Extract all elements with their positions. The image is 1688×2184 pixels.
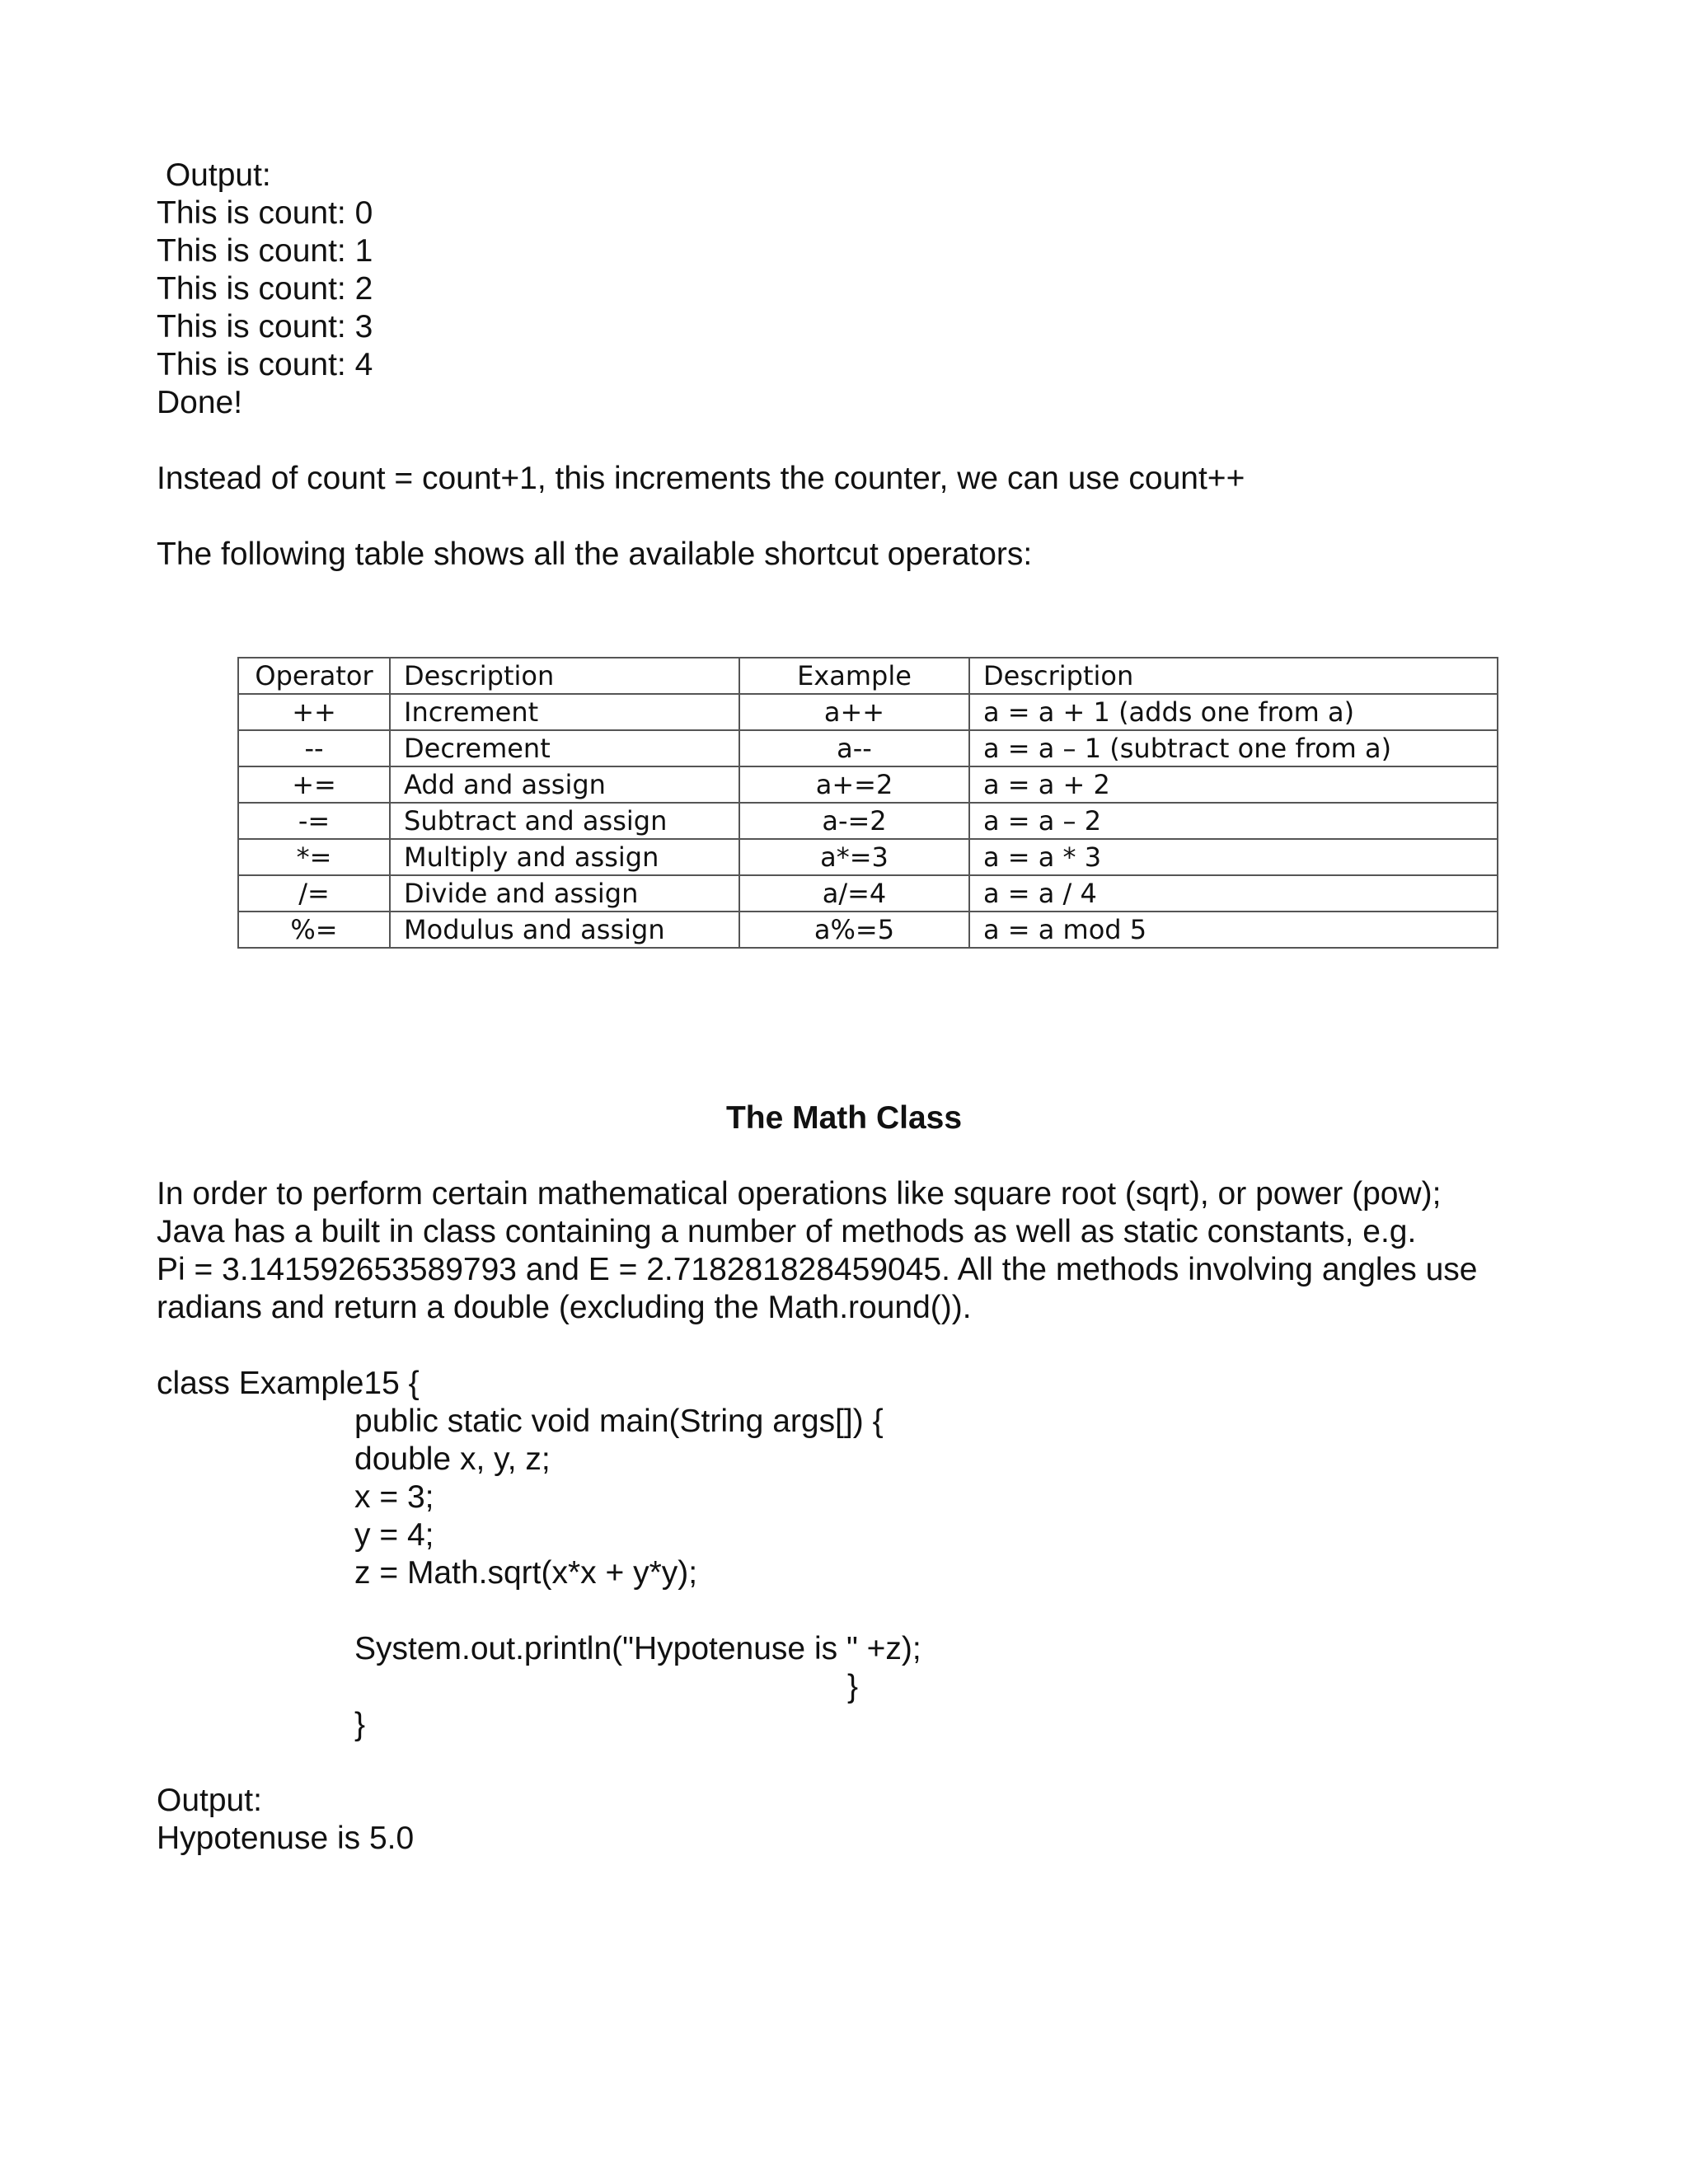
table-row — [238, 875, 1498, 912]
operator-cell: /= — [238, 875, 390, 912]
operator-cell: -= — [238, 803, 390, 839]
code-z-line: z = Math.sqrt(x*x + y*y); — [354, 1555, 698, 1591]
code-x-line: x = 3; — [354, 1479, 434, 1515]
operator-cell: -- — [238, 730, 390, 766]
output-line: Done! — [157, 385, 243, 420]
code-print-line: System.out.println("Hypotenuse is " +z); — [354, 1631, 921, 1666]
description-cell: Increment — [390, 694, 739, 730]
description-cell: Subtract and assign — [390, 803, 739, 839]
table-row — [238, 766, 1498, 803]
output-result: Hypotenuse is 5.0 — [157, 1821, 415, 1856]
math-paragraph-line: radians and return a double (excluding the Math.round()). — [157, 1290, 972, 1325]
table-header-row — [238, 658, 1498, 694]
output-line: This is count: 0 — [157, 195, 373, 231]
meaning-cell: a = a – 2 — [969, 803, 1498, 839]
code-y-line: y = 4; — [354, 1517, 434, 1553]
header-cell: Operator — [238, 658, 390, 694]
table-row — [238, 839, 1498, 875]
meaning-cell: a = a + 1 (adds one from a) — [969, 694, 1498, 730]
description-cell: Add and assign — [390, 766, 739, 803]
description-cell: Multiply and assign — [390, 839, 739, 875]
table-row — [238, 730, 1498, 766]
output-line: This is count: 2 — [157, 271, 373, 307]
header-cell: Example — [739, 658, 969, 694]
header-cell: Description — [390, 658, 739, 694]
code-class-line: class Example15 { — [157, 1366, 420, 1401]
example-cell: a-- — [739, 730, 969, 766]
output-line: This is count: 4 — [157, 347, 373, 382]
output-label: Output: — [157, 1783, 262, 1818]
output-label: Output: — [157, 157, 271, 193]
table-row — [238, 912, 1498, 948]
code-decl-line: double x, y, z; — [354, 1441, 551, 1477]
meaning-cell: a = a / 4 — [969, 875, 1498, 912]
math-paragraph-line: Java has a built in class containing a number of methods as well as static constants, e.g. — [157, 1214, 1417, 1249]
operator-table — [237, 657, 1498, 949]
meaning-cell: a = a + 2 — [969, 766, 1498, 803]
operator-cell: += — [238, 766, 390, 803]
example-cell: a/=4 — [739, 875, 969, 912]
operator-cell: %= — [238, 912, 390, 948]
code-close-inner-brace: } — [847, 1669, 859, 1704]
table-row — [238, 803, 1498, 839]
description-cell: Modulus and assign — [390, 912, 739, 948]
math-paragraph-line: Pi = 3.141592653589793 and E = 2.718281828459045. All the methods involving angles use — [157, 1252, 1478, 1287]
operator-cell: ++ — [238, 694, 390, 730]
table-intro-paragraph: The following table shows all the available shortcut operators: — [157, 537, 1033, 572]
table-row — [238, 694, 1498, 730]
meaning-cell: a = a mod 5 — [969, 912, 1498, 948]
code-close-outer-brace: } — [354, 1707, 366, 1742]
increment-paragraph: Instead of count = count+1, this increments the counter, we can use count++ — [157, 461, 1245, 496]
example-cell: a%=5 — [739, 912, 969, 948]
math-paragraph-line: In order to perform certain mathematical operations like square root (sqrt), or power (pow); — [157, 1176, 1442, 1212]
output-line: This is count: 1 — [157, 233, 373, 269]
section-heading: The Math Class — [725, 1100, 963, 1136]
operator-cell: *= — [238, 839, 390, 875]
example-cell: a*=3 — [739, 839, 969, 875]
description-cell: Decrement — [390, 730, 739, 766]
example-cell: a-=2 — [739, 803, 969, 839]
example-cell: a+=2 — [739, 766, 969, 803]
meaning-cell: a = a – 1 (subtract one from a) — [969, 730, 1498, 766]
description-cell: Divide and assign — [390, 875, 739, 912]
code-main-line: public static void main(String args[]) { — [354, 1404, 884, 1439]
example-cell: a++ — [739, 694, 969, 730]
meaning-cell: a = a * 3 — [969, 839, 1498, 875]
header-cell: Description — [969, 658, 1498, 694]
output-line: This is count: 3 — [157, 309, 373, 344]
